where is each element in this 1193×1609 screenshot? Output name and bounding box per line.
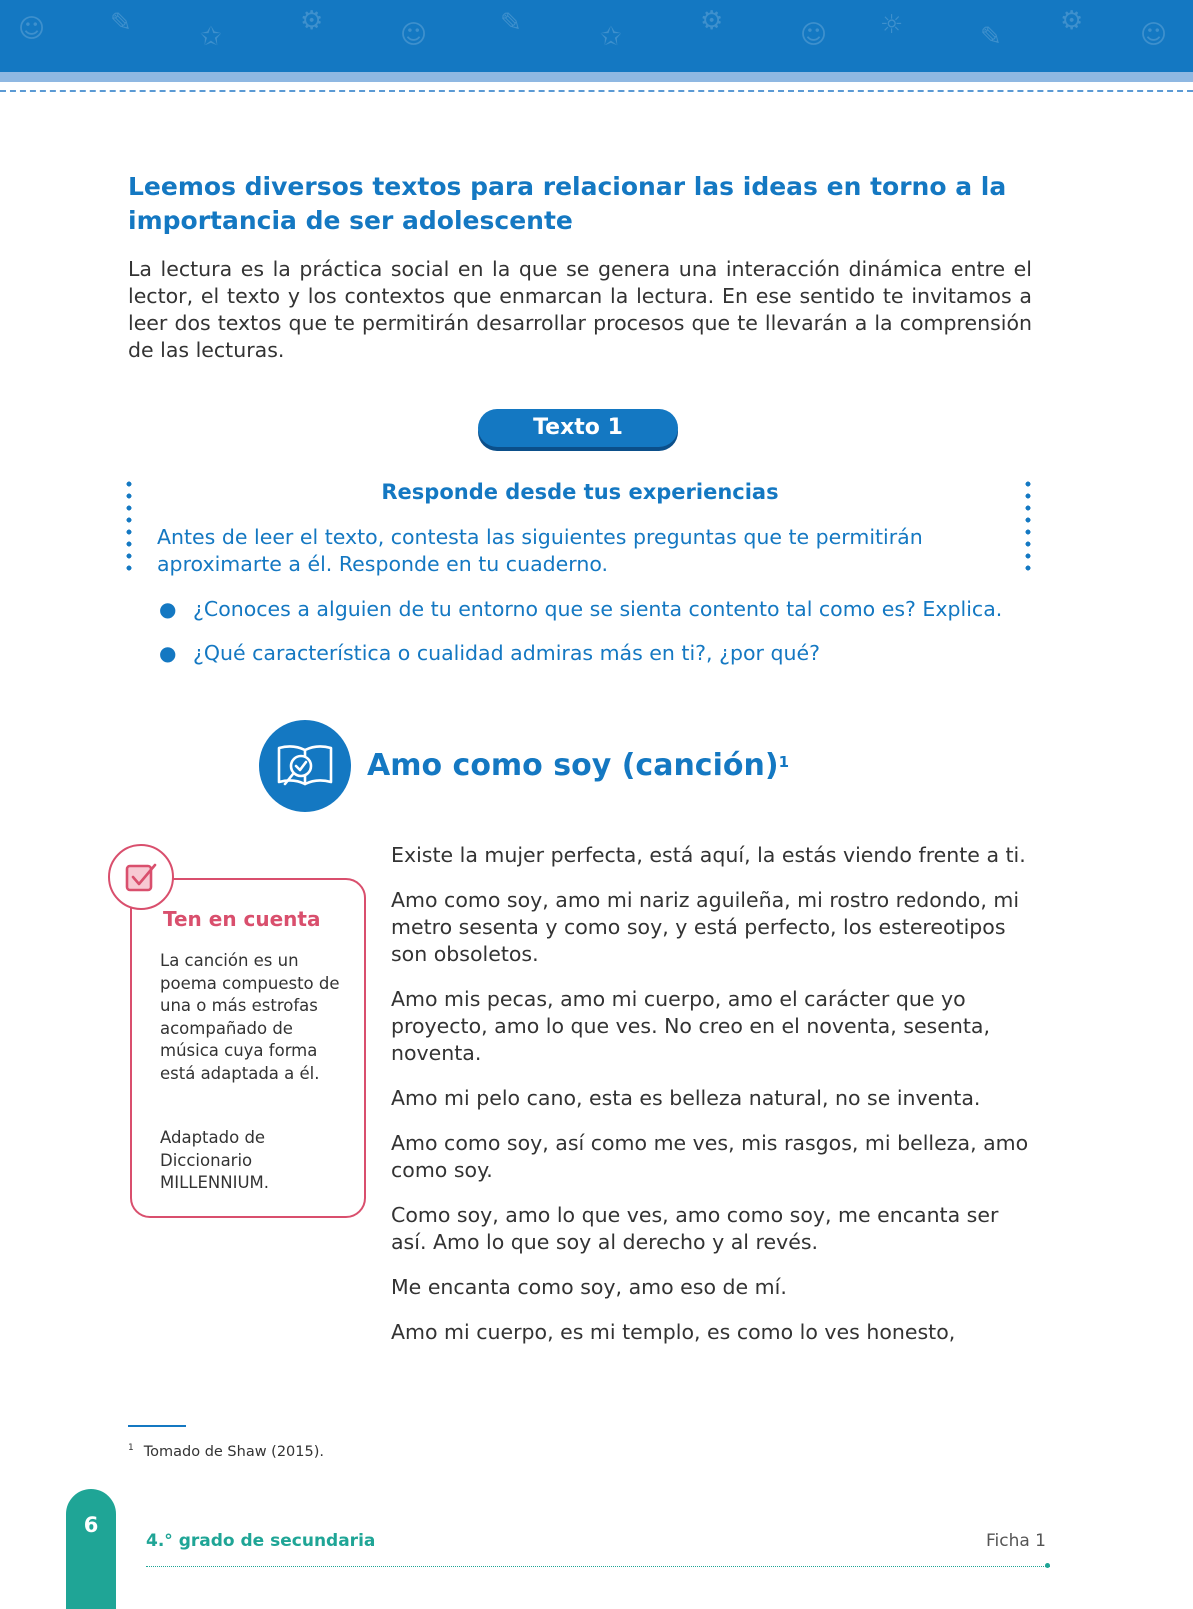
intro-paragraph: La lectura es la práctica social en la que se genera una interacción dinámica entre el lector, el texto y los contextos que enmarcan la lectura. En ese sentido te invitamos a leer dos textos que te permitirán desarrollar procesos que te llevarán a la comprensión de las lecturas. xyxy=(128,257,1032,362)
header-strip xyxy=(0,72,1193,82)
smile-icon: ☺ xyxy=(18,14,46,44)
footnote-text: Tomado de Shaw (2015). xyxy=(143,1443,325,1460)
pencil-icon: ✎ xyxy=(110,8,132,38)
smile-icon: ☺ xyxy=(1140,20,1168,50)
section-title: Leemos diversos textos para relacionar las ideas en torno a la importancia de ser adolescente xyxy=(128,172,1007,235)
poem-text xyxy=(391,842,1031,1364)
header-dashed-divider xyxy=(0,90,1193,92)
footer-divider xyxy=(146,1566,1050,1567)
list-item xyxy=(157,640,1007,667)
stanza: Amo mi pelo cano, esta es belleza natural, no se inventa. xyxy=(391,1086,981,1110)
ficha-label: Ficha 1 xyxy=(985,1531,1046,1551)
stanza: Amo mis pecas, amo mi cuerpo, amo el carácter que yo proyecto, amo lo que ves. No creo en el noventa, sesenta, noventa. xyxy=(391,987,990,1065)
checkbox-icon xyxy=(108,844,174,910)
tip-heading: Ten en cuenta xyxy=(163,907,321,931)
pencil-icon: ✎ xyxy=(980,22,1002,52)
stanza: Existe la mujer perfecta, está aquí, la estás viendo frente a ti. xyxy=(391,843,1026,867)
stanza: Como soy, amo lo que ves, amo como soy, me encanta ser así. Amo lo que soy al derecho y al revés. xyxy=(391,1203,999,1254)
text-label-pill: Texto 1 xyxy=(478,409,678,447)
tip-source: Adaptado de Diccionario MILLENNIUM. xyxy=(160,1128,270,1192)
star-icon: ✩ xyxy=(600,22,622,52)
gear-icon: ⚙ xyxy=(700,6,724,36)
stanza: Me encanta como soy, amo eso de mí. xyxy=(391,1275,787,1299)
smile-icon: ☺ xyxy=(800,20,828,50)
page-number-tab xyxy=(66,1489,116,1609)
page-number: 6 xyxy=(83,1513,99,1537)
stanza: Amo como soy, amo mi nariz aguileña, mi rostro redondo, mi metro sesenta y como soy, y está perfecto, los estereotipos son obsoletos. xyxy=(391,888,1020,966)
question-text: ¿Qué característica o cualidad admiras más en ti?, ¿por qué? xyxy=(193,641,820,665)
grade-label: 4.° grado de secundaria xyxy=(146,1531,376,1551)
question-list xyxy=(157,596,1007,684)
star-icon: ✩ xyxy=(200,22,222,52)
lightbulb-icon: ☼ xyxy=(880,10,904,40)
respond-heading: Responde desde tus experiencias xyxy=(381,480,779,504)
gear-icon: ⚙ xyxy=(1060,6,1084,36)
stanza: Amo mi cuerpo, es mi templo, es como lo ves honesto, xyxy=(391,1320,956,1344)
footer-dot xyxy=(1045,1563,1050,1568)
header-banner xyxy=(0,0,1193,72)
list-item xyxy=(157,596,1007,623)
pencil-icon: ✎ xyxy=(500,8,522,38)
stanza: Amo como soy, así como me ves, mis rasgos, mi belleza, amo como soy. xyxy=(391,1131,1029,1182)
reading-title-text: Amo como soy (canción) xyxy=(367,748,779,783)
footnote-number: 1 xyxy=(128,1443,134,1453)
bullet-icon: ● xyxy=(159,597,177,621)
bullet-icon: ● xyxy=(159,641,177,665)
respond-instructions: Antes de leer el texto, contesta las siguientes preguntas que te permitirán aproximarte a él. Responde en tu cuaderno. xyxy=(157,525,923,576)
footnote-divider xyxy=(128,1425,186,1427)
book-magnifier-icon xyxy=(259,720,351,812)
reading-title xyxy=(367,746,789,786)
tip-body: La canción es un poema compuesto de una o más estrofas acompañado de música cuya forma está adaptada a él. xyxy=(160,951,340,1083)
footnote-reference: 1 xyxy=(778,753,789,771)
footnote xyxy=(128,1438,324,1462)
gear-icon: ⚙ xyxy=(300,6,324,36)
question-text: ¿Conoces a alguien de tu entorno que se sienta contento tal como es? Explica. xyxy=(193,597,1003,621)
smile-icon: ☺ xyxy=(400,20,428,50)
